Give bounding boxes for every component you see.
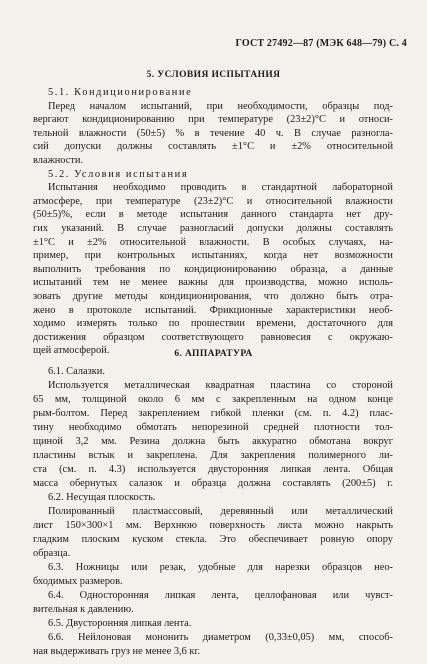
text-line: выполнить требования по кондиционированию образца, а данные [33, 263, 393, 275]
text-line: 6.5. Двусторонняя липкая лента. [48, 618, 192, 629]
text-line: щей атмосферой. [33, 345, 110, 357]
text-line: жено в протоколе испытаний. Фрикционные характеристики необ- [33, 304, 393, 316]
text-line: пример, при контрольных испытаниях, когда нет возможности [33, 250, 393, 262]
section-5-title: 5. УСЛОВИЯ ИСПЫТАНИЯ [146, 70, 281, 80]
text-line: лист 150×300×1 мм. Верхнюю поверхность листа можно накрыть [33, 520, 393, 531]
text-line: 6.3. Ножницы или резак, удобные для нарезки образцов нео- [48, 562, 393, 573]
text-line: ходимо измерять только по прошествии времени, достаточного для [33, 318, 393, 330]
text-line: Перед началом испытаний, при необходимости, образцы под- [48, 100, 393, 112]
text-line: гих указаний. В случае разногласий допуски должны составлять [33, 223, 393, 234]
text-line: 65 мм, толщиной около 6 мм с закрепленным на одном конце [33, 394, 393, 405]
section-6-title: 6. АППАРАТУРА [174, 349, 253, 359]
text-line: масса обернутых салазок и образца должна составлять (200±5) г. [33, 478, 393, 489]
text-line: Используется металлическая квадратная пластина со стороной [48, 380, 393, 391]
text-line: ±1°С и ±2% относительной влажности. В особых случаях, на- [33, 236, 393, 248]
text-line: тельной влажности (50±5) % в течение 40 ч. В случае разногла- [33, 127, 393, 139]
text-line: 5.2. Условия испытания [48, 168, 189, 180]
text-line: зовать другие методы кондиционирования, что должно быть отра- [33, 291, 393, 302]
text-line: (50±5)%, если в методе испытания данного стандарта нет дру- [33, 209, 393, 221]
text-line: атмосфере, при температуре (23±2)°С и относительной влажности [33, 195, 393, 207]
text-line: гладким плоским куском стекла. Это обеспечивает ровную опору [33, 534, 393, 545]
page-header: ГОСТ 27492—87 (МЭК 648—79) С. 4 [235, 38, 407, 49]
text-line: вительная к давлению. [33, 604, 134, 615]
text-line: тину необходимо обмотать непорезиной средней плотности тол- [33, 422, 393, 433]
text-line: ста (см. п. 4.3) используется двусторонняя липкая лента. Общая [33, 464, 393, 475]
text-line: Полированный пластмассовый, деревянный или металлический [48, 506, 393, 517]
text-line: пластины встык и закреплена. Для закрепления полимерного ли- [33, 450, 393, 461]
text-line: сий допуски должны составлять ±1°С и ±2% относительной [33, 141, 393, 153]
text-line: Испытания необходимо проводить в стандартной лабораторной [48, 182, 393, 194]
text-line: бходимых размеров. [33, 576, 123, 587]
text-line: ная выдерживать груз не менее 3,6 кг. [33, 646, 201, 657]
text-line: щиной 3,2 мм. Резина должна быть аккуратно обмотана вокруг [33, 436, 393, 447]
text-line: 6.6. Нейлоновая мононить диаметром (0,33±0,05) мм, способ- [48, 632, 393, 643]
text-line: образца. [33, 548, 71, 559]
text-line: испытаний тем не менее важны для производства, можно исполь- [33, 277, 393, 289]
text-line: влажности. [33, 155, 84, 166]
text-line: 6.2. Несущая плоскость. [48, 492, 156, 503]
text-line: 6.1. Салазки. [48, 366, 105, 377]
text-line: 6.4. Односторонняя липкая лента, целлофановая или чувст- [48, 590, 393, 601]
text-line: 5.1. Кондиционирование [48, 87, 193, 98]
text-line: достижения образцом соответствующего равновесия с окружаю- [33, 331, 393, 343]
text-line: вергают кондиционированию при температуре (23±2)°С и относи- [33, 114, 393, 126]
text-line: рым-болтом. Перед закреплением гибкой пленки (см. п. 4.2) плас- [33, 408, 393, 419]
